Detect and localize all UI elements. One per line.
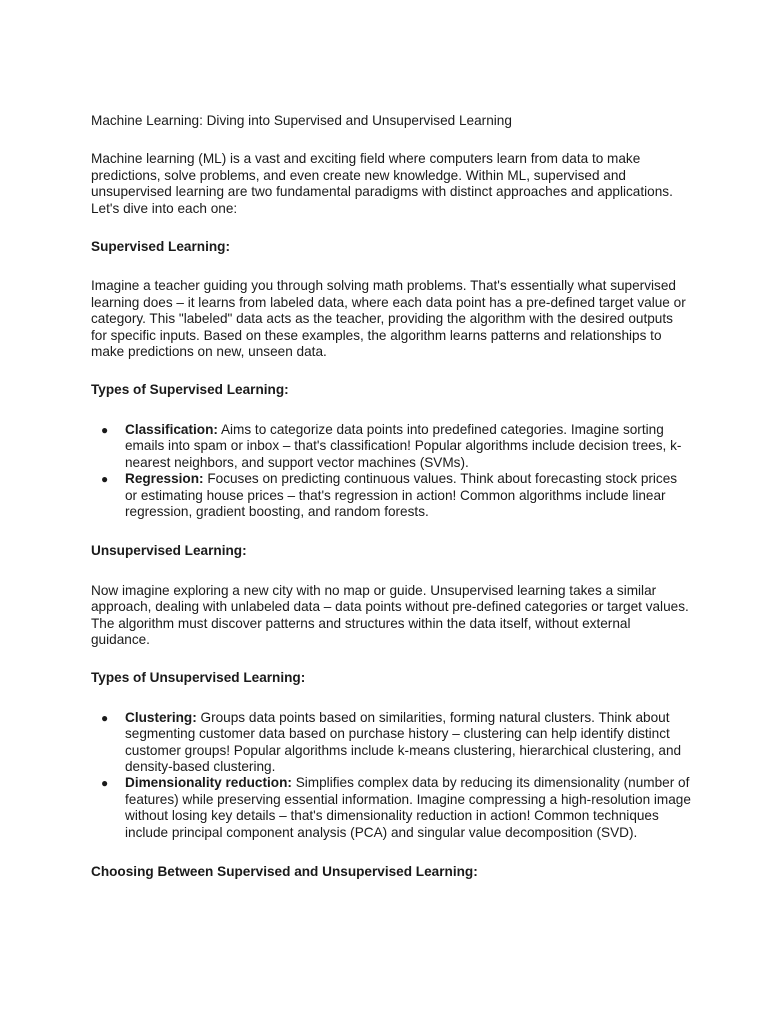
term-clustering: Clustering: (125, 709, 197, 725)
document-content (91, 113, 691, 903)
description-regression: Focuses on predicting continuous values. Think about forecasting stock prices or estimating house prices – that's regression in action! Common algorithms include linear regression, gradient boosting, and random forests. (125, 471, 678, 519)
bullet-icon: ● (101, 472, 109, 487)
description-clustering: Groups data points based on similarities, forming natural clusters. Think about segmenting customer data based on purchase history – clustering can help identify distinct customer groups! Popular algorithms include k-means clustering, hierarchical clustering, and density-based clustering. (125, 709, 682, 774)
supervised-types-list (91, 422, 691, 520)
unsupervised-paragraph: Now imagine exploring a new city with no map or guide. Unsupervised learning takes a similar approach, dealing with unlabeled data – data points without pre-defined categories or target values. The algorithm must discover patterns and structures within the data itself, without external guidance. (91, 582, 689, 647)
intro-paragraph: Machine learning (ML) is a vast and exciting field where computers learn from data to make predictions, solve problems, and even create new knowledge. Within ML, supervised and unsupervised learning are two fundamental paradigms with distinct approaches and applications. Let's dive into each one: (91, 151, 673, 216)
unsupervised-heading: Unsupervised Learning: (91, 543, 247, 559)
bullet-icon: ● (101, 422, 109, 437)
bullet-icon: ● (101, 776, 109, 791)
term-regression: Regression: (125, 471, 204, 487)
term-classification: Classification: (125, 421, 218, 437)
document-title: Machine Learning: Diving into Supervised and Unsupervised Learning (91, 113, 512, 128)
description-dimensionality-reduction: Simplifies complex data by reducing its dimensionality (number of features) while preserving essential information. Imagine compressing a high-resolution image without losing key details – that's dimensionality reduction in action! Common techniques include principal component analysis (PCA) and singular value decomposition (SVD). (125, 775, 691, 840)
list-item-clustering (91, 710, 691, 776)
description-classification: Aims to categorize data points into predefined categories. Imagine sorting emails into spam or inbox – that's classification! Popular algorithms include decision trees, k-nearest neighbors, and support vector machines (SVMs). (125, 421, 682, 470)
supervised-types-heading: Types of Supervised Learning: (91, 382, 289, 398)
list-item-regression (91, 471, 691, 520)
supervised-paragraph: Imagine a teacher guiding you through solving math problems. That's essentially what supervised learning does – it learns from labeled data, where each data point has a pre-defined target value or category. This "labeled" data acts as the teacher, providing the algorithm with the desired outputs for specific inputs. Based on these examples, the algorithm learns patterns and relationships to make predictions on new, unseen data. (91, 278, 686, 360)
bullet-icon: ● (101, 710, 109, 725)
term-dimensionality-reduction: Dimensionality reduction: (125, 775, 292, 791)
unsupervised-types-list (91, 710, 691, 841)
supervised-heading: Supervised Learning: (91, 239, 230, 255)
choosing-heading: Choosing Between Supervised and Unsupervised Learning: (91, 864, 478, 879)
list-item-dimensionality-reduction (91, 775, 691, 841)
list-item-classification (91, 422, 691, 471)
unsupervised-types-heading: Types of Unsupervised Learning: (91, 670, 306, 686)
